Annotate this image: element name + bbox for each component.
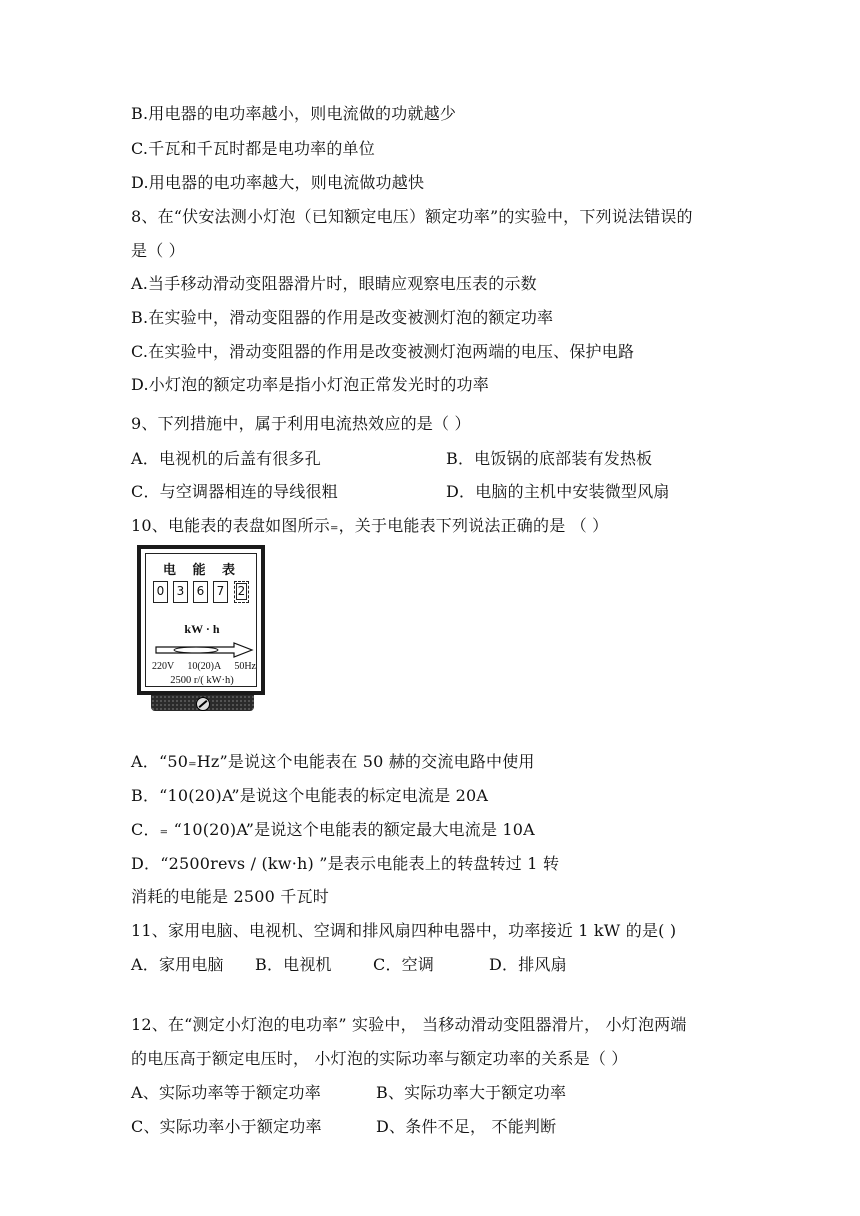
q10-option-a: A．“50₌Hz”是说这个电能表在 50 赫的交流电路中使用: [131, 752, 535, 771]
meter-unit: kW · h: [184, 622, 220, 636]
rotation-arrow-icon: [154, 642, 254, 658]
q11-stem: 11、家用电脑、电视机、空调和排风扇四种电器中，功率接近 1 kW 的是( ): [131, 921, 677, 940]
meter-digit: 7: [213, 581, 228, 603]
q8-option-a: A.当手移动滑动变阻器滑片时，眼睛应观察电压表的示数: [131, 274, 537, 293]
q7-option-c: C.千瓦和千瓦时都是电功率的单位: [131, 139, 375, 158]
q11-options: [131, 955, 567, 975]
q8-stem-line2: 是（ ）: [131, 241, 185, 260]
q12-option-b: B、实际功率大于额定功率: [376, 1083, 567, 1102]
meter-revs: 2500 r/( kW·h): [170, 675, 234, 686]
meter-digit-decimal-value: 2: [237, 584, 246, 598]
q8-option-d: D.小灯泡的额定功率是指小灯泡正常发光时的功率: [131, 375, 489, 394]
q10-option-b: B．“10(20)A”是说这个电能表的标定电流是 20A: [131, 786, 489, 805]
meter-digit: 0: [153, 581, 168, 603]
q8-option-b: B.在实验中，滑动变阻器的作用是改变被测灯泡的额定功率: [131, 308, 554, 327]
q11-option-a: A．家用电脑: [131, 955, 224, 974]
meter-digit: 6: [193, 581, 208, 603]
q10-stem: 10、电能表的表盘如图所示₌，关于电能表下列说法正确的是 （ ）: [131, 516, 609, 535]
meter-voltage: 220V: [152, 661, 175, 672]
meter-digit-decimal: [234, 581, 249, 603]
q12-option-d: D、条件不足， 不能判断: [376, 1117, 557, 1136]
q11-option-d: D．排风扇: [489, 955, 567, 974]
meter-housing: [137, 545, 265, 695]
q11-option-b: B．电视机: [255, 955, 332, 974]
electric-meter-figure: [137, 545, 267, 715]
screw-icon: [196, 697, 210, 711]
q11-option-c: C．空调: [373, 955, 435, 974]
q9-option-d: D．电脑的主机中安装微型风扇: [446, 482, 670, 501]
q12-option-c: C、实际功率小于额定功率: [131, 1117, 322, 1136]
q9-stem: 9、下列措施中，属于利用电流热效应的是（ ）: [131, 414, 471, 433]
q12-stem-line1: 12、在“测定小灯泡的电功率” 实验中， 当移动滑动变阻器滑片， 小灯泡两端: [131, 1015, 687, 1034]
meter-frequency: 50Hz: [234, 661, 256, 672]
q7-option-d: D.用电器的电功率越大，则电流做功越快: [131, 173, 425, 192]
q10-option-d-line2: 消耗的电能是 2500 千瓦时: [131, 887, 329, 906]
q8-stem-line1: 8、在“伏安法测小灯泡（已知额定电压）额定功率”的实验中，下列说法错误的: [131, 207, 693, 226]
q9-option-b: B．电饭锅的底部装有发热板: [446, 449, 653, 468]
q12-stem-line2: 的电压高于额定电压时， 小灯泡的实际功率与额定功率的关系是（ ）: [131, 1049, 628, 1068]
meter-current: 10(20)A: [187, 661, 222, 672]
q12-option-a: A、实际功率等于额定功率: [131, 1083, 321, 1102]
q7-option-b: B.用电器的电功率越小，则电流做的功就越少: [131, 104, 457, 123]
q8-option-c: C.在实验中，滑动变阻器的作用是改变被测灯泡两端的电压、保护电路: [131, 342, 635, 361]
q10-option-d-line1: D．“2500revs / (kw·h) ”是表示电能表上的转盘转过 1 转: [131, 854, 560, 873]
meter-base: [151, 695, 254, 711]
meter-digit: 3: [173, 581, 188, 603]
meter-panel: [145, 553, 257, 687]
meter-spec-row: [152, 661, 256, 672]
q10-option-c: C．₌ “10(20)A”是说这个电能表的额定最大电流是 10A: [131, 820, 535, 839]
q9-option-c: C．与空调器相连的导线很粗: [131, 482, 338, 501]
meter-title: 电 能 表: [162, 563, 242, 578]
q9-option-a: A．电视机的后盖有很多孔: [131, 449, 321, 468]
